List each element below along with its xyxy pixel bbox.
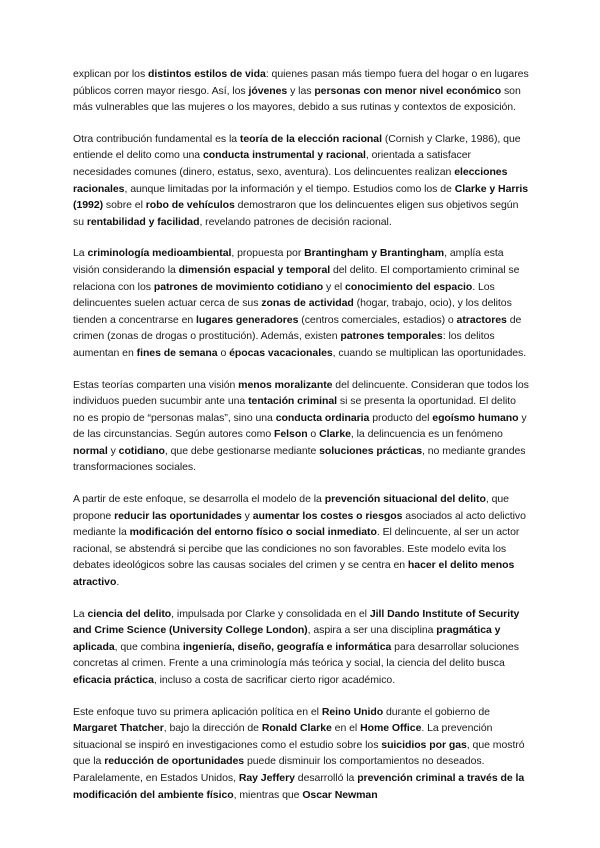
bold-text: patrones de movimiento cotidiano (153, 280, 324, 293)
bold-text: jóvenes (248, 84, 288, 97)
text-run: durante el gobierno de (383, 705, 490, 718)
bold-text: Clarke y Harris (1992) (73, 182, 529, 212)
bold-text: Jill Dando Institute of Security and Crime Science (University College London) (73, 607, 520, 637)
bold-text: Reino Unido (321, 705, 384, 718)
text-run: en el (331, 722, 361, 735)
bold-text: conocimiento del espacio (345, 280, 473, 293)
bold-text: robo de vehículos (145, 199, 235, 212)
bold-text: Ray Jeffery (238, 771, 295, 784)
text-run: (centros comerciales, estadios) o (298, 313, 457, 326)
text-run: , orientada a satisfacer necesidades comunes (dinero, estatus, sexo, aventura). Los delincuentes realizan (73, 149, 471, 178)
text-run: del delito. El comportamiento criminal se relaciona con los (73, 263, 520, 293)
text-run: asociados al acto delictivo mediante la (73, 509, 526, 539)
bold-text: egoísmo humano (432, 411, 519, 424)
text-run: , aunque limitadas por la información y el tiempo. Estudios como los de (124, 182, 455, 195)
text-run: , incluso a costa de sacrificar cierto rigor académico. (153, 674, 396, 686)
text-run: La (73, 607, 88, 620)
bold-text: elecciones racionales (73, 165, 508, 195)
document-body (73, 66, 529, 818)
text-run: Estas teorías comparten una visión (73, 378, 239, 391)
bold-text: teoría de la elección racional (239, 132, 382, 145)
bold-text: prevención situacional del delito (324, 493, 486, 506)
text-run: y (107, 444, 119, 457)
bold-text: distintos estilos de vida (148, 68, 266, 80)
paragraph (73, 491, 529, 591)
text-run: A partir de este enfoque, se desarrolla el modelo de la (73, 493, 325, 506)
text-run: y el (323, 280, 346, 293)
bold-text: conducta ordinaria (275, 411, 370, 424)
bold-text: patrones temporales (340, 330, 443, 343)
text-run: Otra contribución fundamental es la (73, 132, 240, 145)
text-run: o (217, 346, 230, 359)
text-run: : los delitos aumentan en (73, 330, 495, 359)
bold-text: Oscar Newman (302, 788, 378, 801)
paragraph (73, 704, 529, 804)
text-run: de crimen (zonas de drogas o prostitución). Además, existen (73, 313, 522, 343)
text-run: , que propone (73, 493, 509, 522)
bold-text: cotidiano (118, 444, 165, 457)
text-run: producto del (369, 411, 433, 424)
text-run: , amplía esta visión considerando la (73, 247, 504, 276)
bold-text: tentación criminal (248, 395, 338, 408)
bold-text: Felson (274, 428, 308, 441)
text-run: del delincuente. Consideran que todos los individuos pueden sucumbir ante una (73, 378, 529, 408)
bold-text: reducir las oportunidades (114, 509, 242, 522)
bold-text: zonas de actividad (261, 297, 354, 310)
text-run: . El delincuente, al ser un actor racional, se abstendrá si percibe que las condiciones no son favorables. Este modelo evita los debates ideológicos sobre las causas sociales del crimen y se centra en (73, 526, 520, 572)
text-run: : quienes pasan más tiempo fuera del hogar o en lugares públicos corren mayor riesgo. Así, los (73, 68, 529, 97)
text-run: . La prevención situacional se inspiró en investigaciones como el estudio sobre los (73, 722, 493, 751)
bold-text: épocas vacacionales (229, 346, 333, 359)
paragraph (73, 245, 529, 361)
bold-text: menos moralizante (238, 378, 333, 391)
bold-text: lugares generadores (196, 313, 299, 326)
text-run: y de las circunstancias. Según autores como (73, 411, 527, 441)
text-run: Este enfoque tuvo su primera aplicación política en el (73, 705, 322, 718)
bold-text: pragmática y aplicada (73, 624, 501, 653)
text-run: , que mostró que la (73, 738, 525, 768)
text-run: , que combina (114, 640, 183, 653)
bold-text: Ronald Clarke (261, 722, 332, 735)
paragraph (73, 131, 529, 231)
text-run: (Cornish y Clarke, 1986), que entiende el delito como una (73, 132, 521, 162)
bold-text: suicidios por gas (381, 738, 467, 751)
text-run: para desarrollar soluciones concretas al crimen. Frente a una criminología más teórica y social, la ciencia del delito busca (73, 640, 519, 670)
bold-text: reducción de oportunidades (104, 755, 245, 768)
bold-text: Home Office (360, 722, 422, 735)
text-run: (hogar, trabajo, ocio), y los delitos tienden a concentrarse en (73, 297, 512, 326)
text-run: sobre el (103, 199, 146, 212)
paragraph (73, 377, 529, 477)
paragraph (73, 66, 529, 116)
bold-text: hacer el delito menos atractivo (73, 559, 515, 589)
text-run: y las (287, 84, 315, 97)
text-run: , propuesta por (231, 247, 305, 260)
text-run: demostraron que los delincuentes eligen sus objetivos según su (73, 199, 519, 228)
bold-text: modificación del entorno físico o social inmediato (129, 526, 377, 539)
text-run: , no mediante grandes transformaciones sociales. (73, 444, 526, 474)
text-run: , bajo la dirección de (163, 722, 262, 735)
text-run: , mientras que (233, 788, 303, 801)
text-run: . (116, 576, 120, 589)
bold-text: criminología medioambiental (87, 247, 232, 260)
bold-text: rentabilidad y facilidad (86, 215, 200, 228)
bold-text: ingeniería, diseño, geografía e informática (182, 640, 392, 653)
bold-text: Margaret Thatcher (73, 722, 164, 735)
text-run: son más vulnerables que las mujeres o los mayores, debido a sus rutinas y contextos de exposición. (73, 84, 521, 114)
bold-text: atractores (456, 313, 507, 326)
bold-text: conducta instrumental y racional (202, 149, 366, 162)
text-run: o (307, 428, 320, 441)
bold-text: eficacia práctica (73, 674, 154, 686)
text-run: , aspira a ser una disciplina (307, 624, 437, 637)
bold-text: aumentar los costes o riesgos (252, 509, 403, 522)
text-run: , cuando se multiplican las oportunidades. (332, 346, 527, 359)
text-run: puede disminuir los comportamientos no deseados. Paralelamente, en Estados Unidos, (73, 755, 485, 784)
text-run: . Los delincuentes suelen actuar cerca de sus (73, 280, 495, 310)
text-run: explican por los (73, 68, 149, 80)
text-run: , impulsada por Clarke y consolidada en el (171, 607, 370, 620)
bold-text: fines de semana (136, 346, 218, 359)
text-run: y (241, 509, 253, 522)
bold-text: prevención criminal a través de la modificación del ambiente físico (73, 771, 525, 801)
text-run: La (73, 247, 88, 260)
paragraph (73, 606, 529, 689)
bold-text: dimensión espacial y temporal (178, 263, 331, 276)
bold-text: normal (73, 444, 108, 457)
text-run: , revelando patrones de decisión racional. (199, 215, 392, 228)
text-run: desarrolló la (294, 771, 358, 784)
text-run: , que debe gestionarse mediante (164, 444, 320, 457)
bold-text: personas con menor nivel económico (314, 84, 502, 97)
bold-text: ciencia del delito (87, 607, 172, 620)
bold-text: soluciones prácticas (319, 444, 423, 457)
bold-text: Brantingham y Brantingham (304, 247, 445, 260)
bold-text: Clarke (319, 428, 351, 441)
text-run: , la delincuencia es un fenómeno (350, 428, 503, 441)
text-run: si se presenta la oportunidad. El delito no es propio de “personas malas”, sino una (73, 395, 516, 424)
